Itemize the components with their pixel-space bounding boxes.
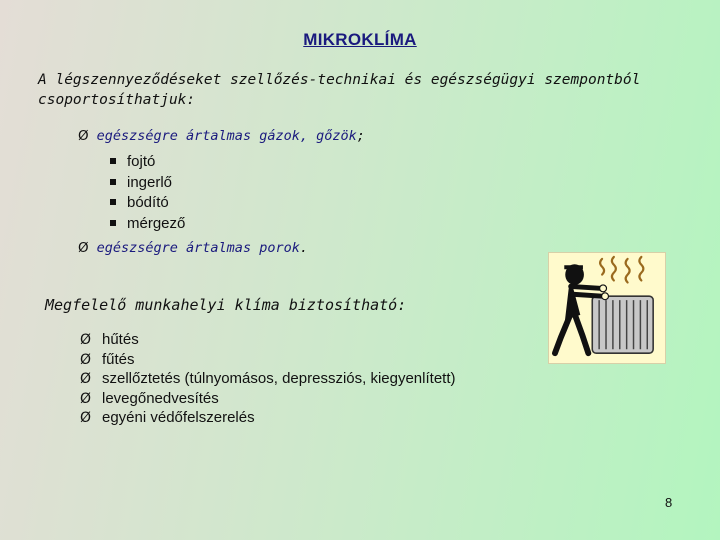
intro-text: A légszennyeződéseket szellőzés-technikai és egészségügyi szempontból csoportosíthatjuk: (38, 72, 641, 108)
list-item (110, 152, 185, 173)
list-item (80, 369, 456, 389)
list-item (110, 193, 185, 214)
list-item-label: szellőztetés (túlnyomásos, depressziós, kiegyenlített) (102, 370, 456, 387)
arrow-bullet-icon: Ø (80, 351, 92, 368)
list-item-label: bódító (127, 194, 169, 211)
arrow-bullet-icon: Ø (80, 390, 92, 407)
square-bullet-icon (110, 220, 116, 226)
list-item-label: hűtés (102, 331, 139, 348)
slide-title: MIKROKLÍMA (303, 30, 417, 49)
list-item-label: fűtés (102, 350, 135, 368)
climate-heading: Megfelelő munkahelyi klíma biztosítható: (45, 296, 407, 314)
arrow-bullet-icon: Ø (80, 410, 92, 426)
dust-suffix: . (299, 240, 308, 256)
climate-measures-list (80, 330, 456, 428)
list-item (110, 173, 185, 194)
arrow-bullet-icon: Ø (78, 240, 89, 256)
list-item-label: egyéni védőfelszerelés (102, 409, 255, 426)
page-number: 8 (665, 495, 673, 510)
list-item (110, 214, 185, 235)
list-item-label: fojtó (127, 153, 156, 170)
gases-item (78, 128, 365, 144)
square-bullet-icon (110, 179, 116, 185)
list-item (80, 389, 456, 409)
list-item-label: levegőnedvesítés (102, 389, 219, 407)
list-item (80, 330, 456, 350)
gases-label: egészségre ártalmas gázok, gőzök (96, 128, 357, 144)
square-bullet-icon (110, 199, 116, 205)
list-item-label: ingerlő (127, 173, 173, 191)
list-item-label: mérgező (127, 214, 186, 232)
arrow-bullet-icon: Ø (80, 371, 92, 387)
person-warming-hands-at-radiator-icon (548, 252, 666, 364)
list-item (80, 350, 456, 370)
square-bullet-icon (110, 158, 116, 164)
list-item (80, 408, 456, 428)
gas-types-list (110, 152, 185, 234)
gases-suffix: ; (356, 128, 365, 144)
arrow-bullet-icon: Ø (78, 128, 89, 144)
arrow-bullet-icon: Ø (80, 332, 92, 348)
dust-label: egészségre ártalmas porok (96, 240, 300, 256)
dust-item (78, 240, 308, 256)
